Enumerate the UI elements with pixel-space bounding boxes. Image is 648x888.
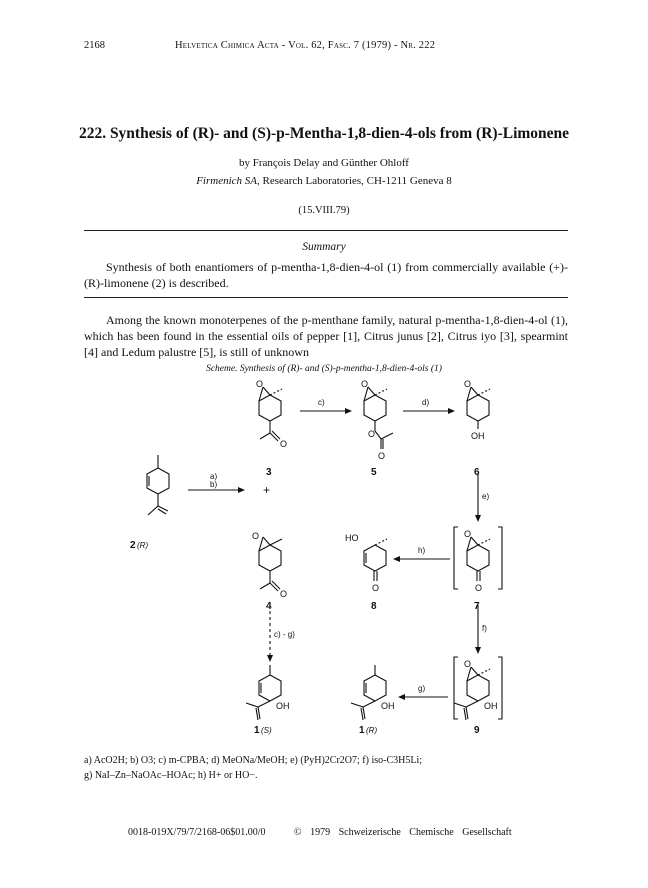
compound-config-1r: (R) <box>366 726 378 735</box>
reagent-g-9-1: g) <box>418 684 426 693</box>
compound-label-2: 2 <box>130 540 136 551</box>
reagent-c-3-5: c) <box>318 398 325 407</box>
compound-label-8: 8 <box>371 601 377 612</box>
atom-o-4: O <box>252 531 260 541</box>
structure-1r <box>351 665 386 720</box>
compound-label-5: 5 <box>371 467 377 478</box>
article-title: 222. Synthesis of (R)- and (S)-p-Mentha-1,8-dien-4-ols from (R)-Limonene <box>78 125 570 142</box>
structure-1s <box>246 665 281 720</box>
atom-o-8: O <box>372 583 380 593</box>
atom-o-5b: O <box>368 429 376 439</box>
atom-o-7: O <box>464 529 472 539</box>
summary-bottom-rule <box>84 297 568 298</box>
structure-7 <box>454 527 502 589</box>
atom-o-4b: O <box>280 589 288 599</box>
reagent-a-2-4: a) <box>210 472 218 481</box>
affiliation-rest: Research Laboratories, CH-1211 Geneva 8 <box>262 175 452 187</box>
atom-o-6: O <box>464 379 472 389</box>
journal-header: Helvetica Chimica Acta - Vol. 62, Fasc. 7 (1979) - Nr. 222 <box>175 40 436 51</box>
atom-o-5c: O <box>378 451 386 461</box>
plus-sign: + <box>263 483 271 497</box>
reaction-scheme <box>100 375 540 755</box>
compound-config-1s: (S) <box>261 726 272 735</box>
atom-ho-8: HO <box>345 533 359 543</box>
affiliation-org: Firmenich SA, <box>196 175 260 187</box>
affiliation <box>60 175 588 187</box>
compound-label-9: 9 <box>474 725 480 736</box>
reagent-b-2-4: b) <box>210 480 218 489</box>
structure-5 <box>364 387 393 449</box>
authors: by François Delay and Günther Ohloff <box>239 157 409 169</box>
summary-text: Synthesis of both enantiomers of p-mentha-1,8-dien-4-ol (1) from commercially available (+)-(R)-limonene (2) is described. <box>84 260 568 290</box>
structure-3 <box>259 387 282 441</box>
footer-copyright: © 1979 Schweizerische Chemische Gesellschaft <box>294 827 512 838</box>
summary-heading: Summary <box>302 241 346 253</box>
atom-o-3: O <box>256 379 264 389</box>
atom-oh-1s: OH <box>276 701 290 711</box>
intro-paragraph: Among the known monoterpenes of the p-menthane family, natural p-mentha-1,8-dien-4-ol (1), which has been found in the essential oils of pepper [1], Citrus junus [2], Citrus iyo [3], spearmint [4] and Ledum palustre [5], is still of unknown <box>84 313 568 359</box>
structure-4 <box>259 537 282 591</box>
footnote-reagents-1: a) AcO2H; b) O3; c) m-CPBA; d) MeONa/MeOH; e) (PyH)2Cr2O7; f) iso-C3H5Li; <box>84 755 423 766</box>
reagent-cg-4-1: c) - g) <box>274 630 295 639</box>
reagent-f-7-9: f) <box>482 624 487 633</box>
summary-top-rule <box>84 230 568 231</box>
footer-code: 0018-019X/79/7/2168-06$01.00/0 <box>128 827 266 838</box>
compound-label-4: 4 <box>266 601 272 612</box>
structure-8 <box>364 539 387 581</box>
compound-label-1s: 1 <box>254 725 260 736</box>
atom-oh-1r: OH <box>381 701 395 711</box>
atom-o-7b: O <box>475 583 483 593</box>
reagent-e-6-7: e) <box>482 492 490 501</box>
atom-o-5: O <box>361 379 369 389</box>
atom-oh-6: OH <box>471 431 485 441</box>
atom-o-9: O <box>464 659 472 669</box>
atom-oh-9: OH <box>484 701 498 711</box>
structure-6 <box>467 387 490 429</box>
footnote-reagents-2: g) NaI–Zn–NaOAc–HOAc; h) H+ or HO−. <box>84 770 258 781</box>
compound-config-2: (R) <box>137 541 149 550</box>
structure-2 <box>147 455 169 515</box>
atom-o-3b: O <box>280 439 288 449</box>
scheme-caption: Scheme. Synthesis of (R)- and (S)-p-mentha-1,8-dien-4-ols (1) <box>206 364 442 374</box>
compound-label-7: 7 <box>474 601 480 612</box>
compound-label-1r: 1 <box>359 725 365 736</box>
received-date: (15.VIII.79) <box>298 205 350 216</box>
reagent-h-7-8: h) <box>418 546 426 555</box>
reagent-d-5-6: d) <box>422 398 430 407</box>
compound-label-3: 3 <box>266 467 272 478</box>
page-number: 2168 <box>84 40 105 51</box>
compound-label-6: 6 <box>474 467 480 478</box>
page-footer <box>128 827 512 838</box>
